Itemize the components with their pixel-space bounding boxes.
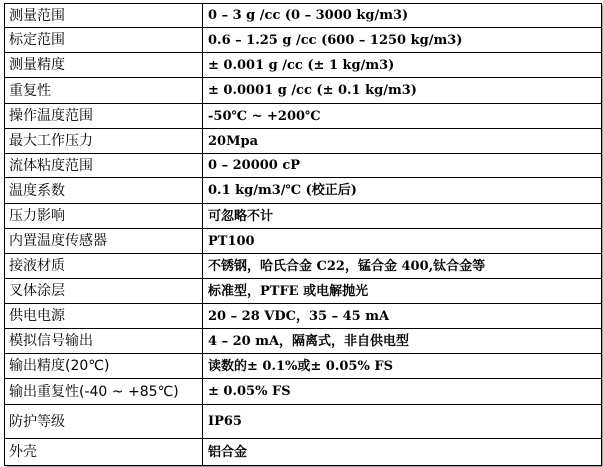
spec-label: 标定范围 — [5, 28, 203, 53]
spec-label: 测量精度 — [5, 53, 203, 78]
spec-value: ± 0.001 g /cc (± 1 kg/m3) — [203, 53, 602, 78]
spec-value: 不锈钢，哈氏合金 C22，锰合金 400,钛合金等 — [203, 254, 602, 279]
table-row — [5, 154, 602, 178]
spec-value: 读数的± 0.1%或± 0.05% FS — [203, 354, 602, 379]
table-row — [5, 379, 602, 405]
spec-value: 0.6 – 1.25 g /cc (600 – 1250 kg/m3) — [203, 28, 602, 53]
spec-label: 供电电源 — [5, 304, 203, 329]
spec-label: 压力影响 — [5, 204, 203, 229]
table-row — [5, 204, 602, 229]
spec-label: 防护等级 — [5, 405, 203, 439]
spec-value: 20 – 28 VDC，35 – 45 mA — [203, 304, 602, 329]
spec-label: 温度系数 — [5, 178, 203, 204]
spec-label: 重复性 — [5, 78, 203, 104]
table-row — [5, 28, 602, 53]
table-row — [5, 405, 602, 439]
spec-label: 模拟信号输出 — [5, 329, 203, 354]
spec-value: -50℃ ~ +200℃ — [203, 104, 602, 129]
table-row — [5, 279, 602, 304]
spec-value: 0 – 3 g /cc (0 – 3000 kg/m3) — [203, 4, 602, 28]
table-row — [5, 229, 602, 254]
table-row — [5, 329, 602, 354]
spec-value: IP65 — [203, 405, 602, 439]
table-row — [5, 254, 602, 279]
table-row — [5, 78, 602, 104]
spec-value: 4 – 20 mA，隔离式，非自供电型 — [203, 329, 602, 354]
table-row — [5, 53, 602, 78]
spec-value: 可忽略不计 — [203, 204, 602, 229]
spec-value: 铝合金 — [203, 439, 602, 466]
table-row — [5, 129, 602, 154]
table-row — [5, 304, 602, 329]
spec-label: 输出重复性(-40 ~ +85℃) — [5, 379, 203, 405]
spec-label: 最大工作压力 — [5, 129, 203, 154]
spec-value: PT100 — [203, 229, 602, 254]
spec-value: ± 0.0001 g /cc (± 0.1 kg/m3) — [203, 78, 602, 104]
table-row — [5, 439, 602, 466]
specification-table — [4, 3, 602, 466]
spec-label: 测量范围 — [5, 4, 203, 28]
spec-label: 操作温度范围 — [5, 104, 203, 129]
table-row — [5, 354, 602, 379]
spec-label: 输出精度(20℃) — [5, 354, 203, 379]
spec-label: 流体粘度范围 — [5, 154, 203, 178]
spec-value: 0.1 kg/m3/℃ (校正后) — [203, 178, 602, 204]
spec-label: 内置温度传感器 — [5, 229, 203, 254]
spec-label: 外壳 — [5, 439, 203, 466]
table-row — [5, 104, 602, 129]
spec-value: 20Mpa — [203, 129, 602, 154]
spec-value: ± 0.05% FS — [203, 379, 602, 405]
spec-value: 标准型，PTFE 或电解抛光 — [203, 279, 602, 304]
table-row — [5, 178, 602, 204]
spec-label: 叉体涂层 — [5, 279, 203, 304]
spec-label: 接液材质 — [5, 254, 203, 279]
spec-value: 0 – 20000 cP — [203, 154, 602, 178]
table-row — [5, 4, 602, 28]
